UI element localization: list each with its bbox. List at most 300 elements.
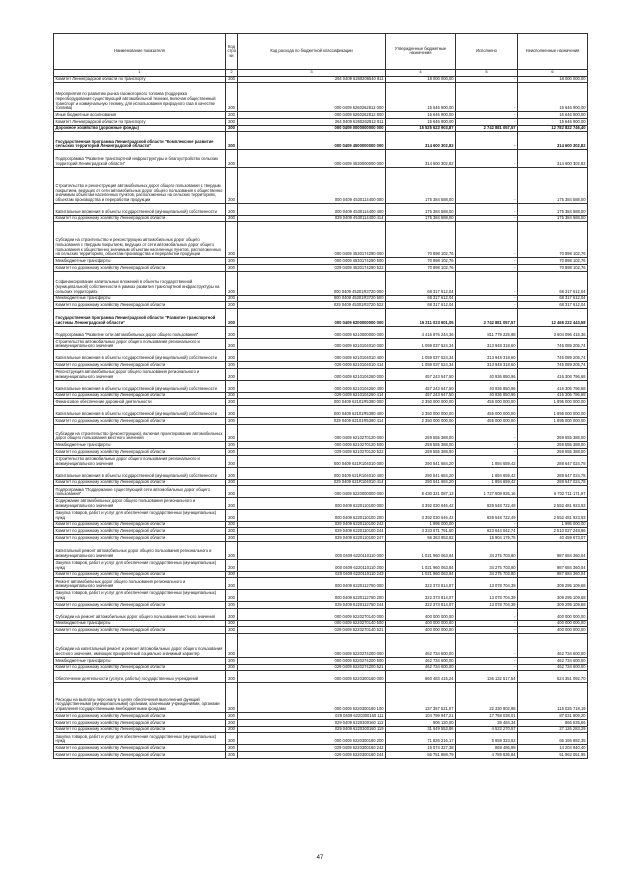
row-unexecuted: 288 647 024,78 — [518, 479, 588, 486]
table-row — [54, 620, 588, 627]
row-name: Комитет по дорожному хозяйству Ленинградской области — [54, 751, 226, 758]
report-sheet — [53, 33, 587, 759]
row-unexecuted: 68 317 612,04 — [518, 295, 588, 302]
table-row — [54, 664, 588, 671]
row-unexecuted: 416 306 796,68 — [518, 380, 588, 392]
row-budget-code: 000 0409 6220110110 000 — [238, 542, 386, 560]
row-budget-code: 000 0409 6210000000 000 — [238, 326, 386, 338]
row-budget-code: 000 0409 6220112750 200 — [238, 590, 386, 602]
row-approved: 457 243 647,50 — [386, 368, 456, 380]
row-unexecuted: 524 351 092,70 — [518, 671, 588, 683]
row-line-code: 200 — [226, 498, 238, 510]
row-name: Капитальный ремонт автомобильных дорог общего пользования регионального и межмуниципального значения — [54, 542, 226, 560]
row-unexecuted: 70 898 102,76 — [518, 264, 588, 271]
table-row — [54, 542, 588, 560]
row-name: Капитальные вложения в объекты государственной (муниципальной) собственности — [54, 467, 226, 479]
row-executed: - — [456, 168, 518, 204]
row-budget-code: 029 0409 621R104010 414 — [238, 479, 386, 486]
table-row — [54, 222, 588, 258]
row-approved: 68 317 612,04 — [386, 302, 456, 309]
table-row — [54, 683, 588, 713]
row-name: Комитет по дорожному хозяйству Ленинградской области — [54, 601, 226, 608]
row-approved: 15 074 327,38 — [386, 745, 456, 752]
header-name: Наименование показателя — [54, 34, 226, 70]
table-row — [54, 578, 588, 590]
table-row — [54, 671, 588, 683]
row-name: Субсидии на капитальный ремонт и ремонт автомобильных дорог общего пользования местного значения, имеющих приоритетный социально значимый характер — [54, 634, 226, 658]
row-executed: - — [456, 264, 518, 271]
row-budget-code: 000 0409 4530114400 400 — [238, 203, 386, 215]
row-line-code: 200 — [226, 726, 238, 733]
row-name: Межбюджетные трансферты — [54, 620, 226, 627]
row-budget-code: 000 0409 45301R3720 000 — [238, 271, 386, 295]
row-line-code: 200 — [226, 222, 238, 258]
row-line-code: 200 — [226, 467, 238, 479]
row-approved: 3 392 030 646,42 — [386, 498, 456, 510]
row-executed: - — [456, 424, 518, 442]
row-approved: 1 059 037 524,34 — [386, 350, 456, 362]
row-approved: 290 541 684,20 — [386, 479, 456, 486]
row-budget-code: 029 0409 6220300160 111 — [238, 712, 386, 719]
row-unexecuted: 1 895 000 000,00 — [518, 399, 588, 406]
row-budget-code: 029 0409 4530174290 522 — [238, 264, 386, 271]
row-approved: 2 350 000 000,00 — [386, 406, 456, 418]
row-approved: 1 059 037 524,34 — [386, 338, 456, 350]
row-budget-code: 000 0409 4530114400 000 — [238, 168, 386, 204]
row-line-code: 200 — [226, 745, 238, 752]
column-index: 5 — [456, 69, 518, 76]
row-approved: 1 021 960 063,84 — [386, 571, 456, 578]
table-row — [54, 424, 588, 442]
row-budget-code: 000 0409 6210270120 500 — [238, 442, 386, 449]
row-unexecuted: 40 459 673,07 — [518, 535, 588, 542]
row-approved: 1 059 037 524,34 — [386, 362, 456, 369]
row-approved: 1 995 000,00 — [386, 521, 456, 528]
row-executed: 13 078 704,39 — [456, 578, 518, 590]
row-name: Софинансирование капитальных вложений в объекты государственной (муниципальной) собственности в рамках развития транспортной инфраструктуры на сельских территориях — [54, 271, 226, 295]
table-row — [54, 467, 588, 479]
table-row — [54, 559, 588, 571]
row-executed: 1 894 659,42 — [456, 467, 518, 479]
row-unexecuted: 15 646 900,00 — [518, 112, 588, 119]
row-budget-code: 000 0409 6220300160 200 — [238, 733, 386, 745]
column-index: 6 — [518, 69, 588, 76]
row-unexecuted: 462 734 600,00 — [518, 657, 588, 664]
row-unexecuted: 400 000 000,00 — [518, 627, 588, 634]
row-executed: - — [456, 664, 518, 671]
row-unexecuted: 309 295 109,68 — [518, 578, 588, 590]
row-line-code: 200 — [226, 309, 238, 327]
row-unexecuted: 51 962 051,95 — [518, 751, 588, 758]
row-line-code: 200 — [226, 168, 238, 204]
table-row — [54, 309, 588, 327]
row-line-code: 200 — [226, 608, 238, 620]
row-name: Комитет по дорожному хозяйству Ленинградской области — [54, 417, 226, 424]
table-row — [54, 392, 588, 399]
row-line-code: 200 — [226, 392, 238, 399]
row-executed: 136 132 517,54 — [456, 671, 518, 683]
row-unexecuted: 175 384 588,00 — [518, 168, 588, 204]
row-name: Подпрограмма "Развитие сети автомобильных дорог общего пользования" — [54, 326, 226, 338]
row-unexecuted: 68 317 612,04 — [518, 271, 588, 295]
row-name: Реконструкция автомобильных дорог общего пользования регионального и межмуниципального значения — [54, 368, 226, 380]
row-approved: 31 649 553,86 — [386, 726, 456, 733]
row-executed: - — [456, 620, 518, 627]
column-index: 4 — [386, 69, 456, 76]
row-name: Комитет по дорожному хозяйству Ленинградской области — [54, 264, 226, 271]
row-line-code: 200 — [226, 338, 238, 350]
row-name: Комитет по дорожному хозяйству Ленинградской области — [54, 571, 226, 578]
row-line-code: 200 — [226, 479, 238, 486]
row-budget-code: 000 0409 6260262812 800 — [238, 112, 386, 119]
row-approved: 68 317 612,04 — [386, 295, 456, 302]
row-budget-code: 000 0409 6220110110 200 — [238, 559, 386, 571]
table-row — [54, 118, 588, 125]
row-name: Комитет по дорожному хозяйству Ленинградской области — [54, 719, 226, 726]
row-approved: 660 483 415,24 — [386, 671, 456, 683]
table-row — [54, 442, 588, 449]
row-budget-code: 264 0409 6260206540 811 — [238, 76, 386, 83]
row-unexecuted: 462 734 600,00 — [518, 664, 588, 671]
row-approved: 137 357 521,07 — [386, 683, 456, 713]
row-unexecuted: 309 295 109,68 — [518, 601, 588, 608]
row-approved: 70 898 102,76 — [386, 222, 456, 258]
table-row — [54, 406, 588, 418]
row-unexecuted: 18 000 000,00 — [518, 76, 588, 83]
row-executed: - — [456, 83, 518, 112]
row-name: Государственная программа Ленинградской области "Комплексное развитие сельских территорий Ленинградской области" — [54, 132, 226, 150]
row-executed: 40 936 850,96 — [456, 380, 518, 392]
row-approved: 175 384 588,00 — [386, 203, 456, 215]
row-name: Финансовое обеспечение дорожной деятельности — [54, 399, 226, 406]
table-row — [54, 150, 588, 168]
row-line-code: 200 — [226, 559, 238, 571]
row-line-code: 200 — [226, 406, 238, 418]
row-line-code: 200 — [226, 456, 238, 468]
row-name: Комитет по дорожному хозяйству Ленинградской области — [54, 479, 226, 486]
table-row — [54, 745, 588, 752]
row-name: Строительство автомобильных дорог общего пользования регионального и межмуниципального значения — [54, 456, 226, 468]
row-name: Межбюджетные трансферты — [54, 442, 226, 449]
row-approved: 56 751 888,79 — [386, 751, 456, 758]
row-approved: 18 000 000,00 — [386, 76, 456, 83]
row-budget-code: 029 0409 6220274200 521 — [238, 664, 386, 671]
row-approved: 322 373 814,07 — [386, 601, 456, 608]
row-unexecuted: 416 306 796,68 — [518, 392, 588, 399]
row-line-code: 200 — [226, 601, 238, 608]
row-budget-code: 000 0409 6220270140 000 — [238, 608, 386, 620]
table-row — [54, 350, 588, 362]
row-executed: - — [456, 634, 518, 658]
row-line-code: 200 — [226, 634, 238, 658]
row-budget-code: 029 0409 6210104260 414 — [238, 392, 386, 399]
row-unexecuted: 288 647 024,78 — [518, 456, 588, 468]
row-unexecuted: 12 782 822 746,40 — [518, 125, 588, 132]
row-unexecuted: 866 635,66 — [518, 719, 588, 726]
row-approved: 3 333 671 791,60 — [386, 528, 456, 535]
row-approved: 3 392 030 646,42 — [386, 509, 456, 521]
column-index: 1 — [54, 69, 226, 76]
row-executed: - — [456, 302, 518, 309]
row-name: Капитальные вложения в объекты государственной (муниципальной) собственности — [54, 380, 226, 392]
row-unexecuted: 259 555 388,00 — [518, 424, 588, 442]
row-line-code: 200 — [226, 203, 238, 215]
row-name: Комитет по дорожному хозяйству Ленинградской области — [54, 745, 226, 752]
row-line-code: 200 — [226, 326, 238, 338]
table-row — [54, 733, 588, 745]
row-budget-code: 000 0409 4530000000 000 — [238, 150, 386, 168]
row-executed: - — [456, 112, 518, 119]
row-budget-code: 029 0409 62101R5390 414 — [238, 417, 386, 424]
row-approved: 15 646 900,00 — [386, 112, 456, 119]
row-unexecuted: 987 684 360,04 — [518, 571, 588, 578]
row-executed: 2 742 881 057,57 — [456, 125, 518, 132]
row-line-code: 200 — [226, 590, 238, 602]
row-line-code: 200 — [226, 399, 238, 406]
row-budget-code: 000 0409 45301R3720 500 — [238, 295, 386, 302]
row-line-code: 200 — [226, 627, 238, 634]
table-row — [54, 380, 588, 392]
row-name: Дорожное хозяйство (дорожные фонды) — [54, 125, 226, 132]
row-name: Комитет по дорожному хозяйству Ленинградской области — [54, 664, 226, 671]
row-line-code: 200 — [226, 486, 238, 498]
row-name: Комитет по дорожному хозяйству Ленинградской области — [54, 449, 226, 456]
row-executed: - — [456, 215, 518, 222]
row-unexecuted: 987 684 360,04 — [518, 559, 588, 571]
table-row — [54, 215, 588, 222]
row-approved: 2 350 000 000,00 — [386, 417, 456, 424]
table-row — [54, 726, 588, 733]
row-line-code: 200 — [226, 132, 238, 150]
row-budget-code: 000 0409 6220274200 500 — [238, 657, 386, 664]
row-unexecuted: 2 552 481 923,93 — [518, 509, 588, 521]
row-line-code: 200 — [226, 264, 238, 271]
row-executed: 1 727 609 925,16 — [456, 486, 518, 498]
row-approved: 314 600 302,82 — [386, 132, 456, 150]
row-unexecuted: 259 555 388,00 — [518, 442, 588, 449]
table-row — [54, 399, 588, 406]
table-row — [54, 271, 588, 295]
row-budget-code: 000 0409 4530174290 500 — [238, 258, 386, 265]
table-row — [54, 719, 588, 726]
row-unexecuted: 14 204 840,40 — [518, 745, 588, 752]
row-approved: 906 120,00 — [386, 719, 456, 726]
row-unexecuted: 175 384 588,00 — [518, 215, 588, 222]
table-row — [54, 76, 588, 83]
row-name: Комитет по дорожному хозяйству Ленинградской области — [54, 535, 226, 542]
row-name: Комитет по дорожному хозяйству Ленинградской области — [54, 712, 226, 719]
row-line-code: 200 — [226, 215, 238, 222]
row-line-code: 200 — [226, 683, 238, 713]
row-line-code: 200 — [226, 380, 238, 392]
row-unexecuted: 400 000 000,00 — [518, 620, 588, 627]
row-line-code: 200 — [226, 258, 238, 265]
row-name: Расходы на выплаты персоналу в целях обеспечения выполнения функций государственными (муниципальными) органами, казенными учреждениями, органами управления государственными внебюджетными фондами — [54, 683, 226, 713]
row-approved: 2 350 000 000,00 — [386, 399, 456, 406]
row-executed: - — [456, 521, 518, 528]
row-name: Комитет по дорожному хозяйству Ленинградской области — [54, 392, 226, 399]
row-executed: 13 078 704,39 — [456, 601, 518, 608]
table-row — [54, 479, 588, 486]
row-line-code: 200 — [226, 368, 238, 380]
row-unexecuted: 1 895 000 000,00 — [518, 406, 588, 418]
row-executed: - — [456, 608, 518, 620]
row-unexecuted: 70 898 102,76 — [518, 258, 588, 265]
row-budget-code: 029 0409 6220300160 244 — [238, 751, 386, 758]
row-executed: - — [456, 118, 518, 125]
row-approved: 15 211 023 601,05 — [386, 309, 456, 327]
table-row — [54, 112, 588, 119]
row-executed: 313 948 318,60 — [456, 362, 518, 369]
row-budget-code: 000 0409 6220274200 000 — [238, 634, 386, 658]
row-line-code: 200 — [226, 112, 238, 119]
row-executed: 40 936 850,96 — [456, 392, 518, 399]
row-unexecuted: 745 089 205,74 — [518, 362, 588, 369]
row-line-code: 200 — [226, 509, 238, 521]
row-executed: 15 904 179,75 — [456, 535, 518, 542]
row-approved: 71 826 216,17 — [386, 733, 456, 745]
row-unexecuted: 87 031 909,20 — [518, 712, 588, 719]
row-approved: 70 898 102,76 — [386, 264, 456, 271]
table-row — [54, 751, 588, 758]
row-name: Комитет по дорожному хозяйству Ленинградской области — [54, 521, 226, 528]
row-line-code: 200 — [226, 442, 238, 449]
row-approved: 400 000 000,00 — [386, 627, 456, 634]
column-index: 2 — [226, 69, 238, 76]
table-row — [54, 456, 588, 468]
row-executed: - — [456, 258, 518, 265]
table-body — [54, 76, 588, 758]
row-executed: - — [456, 150, 518, 168]
row-budget-code: 029 0409 6210270120 522 — [238, 449, 386, 456]
row-name: Межбюджетные трансферты — [54, 657, 226, 664]
table-row — [54, 295, 588, 302]
row-budget-code: 000 0409 0000000000 000 — [238, 125, 386, 132]
budget-execution-table — [53, 33, 588, 759]
row-approved: 259 555 388,00 — [386, 442, 456, 449]
row-name: Комитет по дорожному хозяйству Ленинградской области — [54, 362, 226, 369]
row-executed: 839 548 722,49 — [456, 498, 518, 510]
row-line-code: 200 — [226, 521, 238, 528]
row-approved: 8 430 321 087,13 — [386, 486, 456, 498]
header-unexecuted: Неисполненные назначения — [518, 34, 588, 70]
row-approved: 175 384 588,00 — [386, 215, 456, 222]
row-executed: 313 948 318,60 — [456, 338, 518, 350]
table-row — [54, 571, 588, 578]
row-executed: 869 486,98 — [456, 745, 518, 752]
row-executed: - — [456, 657, 518, 664]
row-approved: 70 898 102,76 — [386, 258, 456, 265]
row-line-code: 200 — [226, 620, 238, 627]
row-line-code: 200 — [226, 664, 238, 671]
row-executed: 455 000 000,00 — [456, 399, 518, 406]
row-line-code: 200 — [226, 125, 238, 132]
row-budget-code: 000 0409 6210104010 000 — [238, 338, 386, 350]
row-line-code: 200 — [226, 417, 238, 424]
row-unexecuted: 745 089 205,74 — [518, 338, 588, 350]
table-row — [54, 338, 588, 350]
row-unexecuted: 259 555 388,00 — [518, 449, 588, 456]
row-unexecuted: 27 126 283,29 — [518, 726, 588, 733]
row-line-code: 200 — [226, 118, 238, 125]
row-budget-code: 000 0409 6210270120 000 — [238, 424, 386, 442]
row-name: Строительство автомобильных дорог общего пользования регионального и межмуниципального значения — [54, 338, 226, 350]
row-line-code: 200 — [226, 76, 238, 83]
row-unexecuted: 3 604 096 415,36 — [518, 326, 588, 338]
table-row — [54, 258, 588, 265]
row-executed: 17 768 038,01 — [456, 712, 518, 719]
row-line-code: 200 — [226, 535, 238, 542]
row-unexecuted: 987 684 360,04 — [518, 542, 588, 560]
row-budget-code: 000 0409 6220270140 500 — [238, 620, 386, 627]
row-name: Закупка товаров, работ и услуг для обеспечения государственных (муниципальных) нужд — [54, 590, 226, 602]
table-row — [54, 521, 588, 528]
row-line-code: 200 — [226, 671, 238, 683]
row-unexecuted: 175 384 588,00 — [518, 203, 588, 215]
row-name: Иные бюджетные ассигнования — [54, 112, 226, 119]
row-budget-code: 000 0409 6200000000 000 — [238, 309, 386, 327]
row-unexecuted: 745 089 205,74 — [518, 350, 588, 362]
header-line-code: Код стро ки — [226, 34, 238, 70]
row-budget-code: 000 0409 621R104010 400 — [238, 467, 386, 479]
row-line-code: 200 — [226, 150, 238, 168]
row-approved: 462 734 600,00 — [386, 664, 456, 671]
row-line-code: 200 — [226, 733, 238, 745]
row-executed: 2 742 881 057,57 — [456, 309, 518, 327]
row-approved: 1 021 960 063,84 — [386, 559, 456, 571]
table-row — [54, 627, 588, 634]
row-unexecuted: 400 000 000,00 — [518, 608, 588, 620]
row-approved: 314 600 302,82 — [386, 150, 456, 168]
row-approved: 322 373 814,07 — [386, 578, 456, 590]
row-line-code: 200 — [226, 295, 238, 302]
row-executed: 40 936 850,96 — [456, 368, 518, 380]
row-approved: 259 555 388,00 — [386, 449, 456, 456]
row-name: Подпрограмма "Развитие транспортной инфраструктуры и благоустройство сельских территорий Ленинградской области" — [54, 150, 226, 168]
table-row — [54, 657, 588, 664]
row-unexecuted: 12 468 222 443,58 — [518, 309, 588, 327]
row-name: Межбюджетные трансферты — [54, 295, 226, 302]
row-approved: 68 317 612,04 — [386, 271, 456, 295]
row-approved: 400 000 000,00 — [386, 608, 456, 620]
row-budget-code: 029 0409 6220300160 242 — [238, 745, 386, 752]
row-name: Комитет по дорожному хозяйству Ленинградской области — [54, 726, 226, 733]
row-name: Капитальные вложения в объекты государственной (муниципальной) собственности — [54, 406, 226, 418]
row-budget-code: 000 0409 4530174290 000 — [238, 222, 386, 258]
row-executed: 811 779 225,98 — [456, 326, 518, 338]
table-row — [54, 712, 588, 719]
row-name: Комитет по дорожному хозяйству Ленинградской области — [54, 215, 226, 222]
row-name: Мероприятия по развитию рынка газомоторного топлива (поддержка переоборудования существующей автомобильной техники, включая общественный транспорт и коммунальную технику, для использования природного газа в качестве топлива) — [54, 83, 226, 112]
row-unexecuted: 115 026 718,19 — [518, 683, 588, 713]
row-budget-code: 000 0409 4500000000 000 — [238, 132, 386, 150]
table-row — [54, 125, 588, 132]
row-executed: - — [456, 76, 518, 83]
table-row — [54, 535, 588, 542]
row-line-code: 200 — [226, 542, 238, 560]
row-name: Субсидии на ремонт автомобильных дорог общего пользования местного значения — [54, 608, 226, 620]
table-row — [54, 590, 588, 602]
row-unexecuted: 416 306 796,68 — [518, 368, 588, 380]
row-approved: 259 555 388,00 — [386, 424, 456, 442]
row-line-code: 200 — [226, 362, 238, 369]
row-executed: 4 523 270,57 — [456, 726, 518, 733]
row-executed: 13 078 704,39 — [456, 590, 518, 602]
row-budget-code: 000 0409 62101R5390 400 — [238, 406, 386, 418]
table-row — [54, 417, 588, 424]
row-name: Комитет Ленинградской области по транспорту — [54, 118, 226, 125]
row-unexecuted: 288 647 024,78 — [518, 467, 588, 479]
